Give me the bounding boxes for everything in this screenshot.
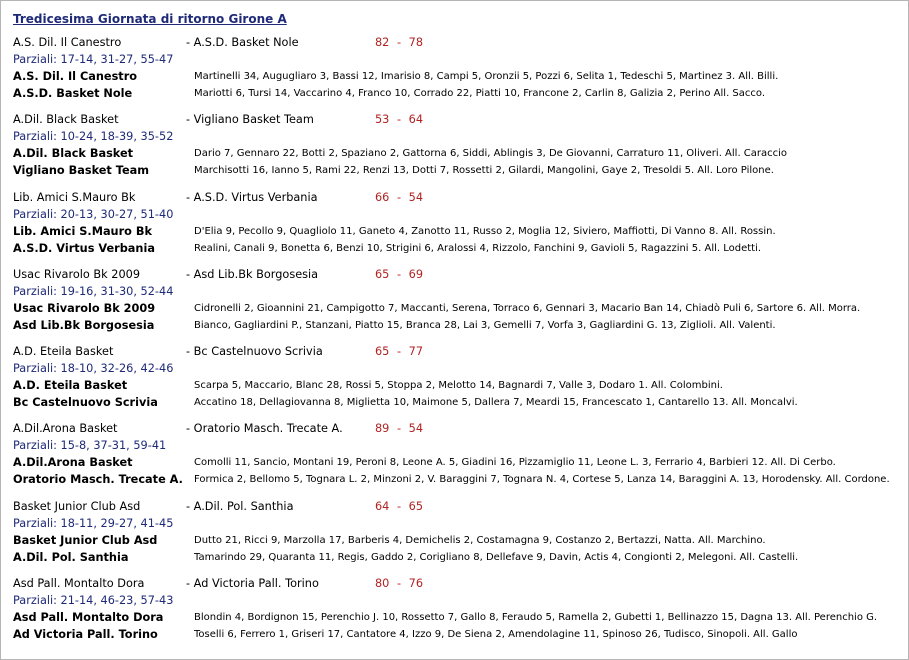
- game-block: [13, 576, 903, 648]
- home-scorers-row: [13, 378, 903, 393]
- game-block: [13, 499, 903, 571]
- away-scorers: Bianco, Gagliardini P., Stanzani, Piatto 15, Branca 28, Lai 3, Gemelli 7, Vorfa 3, Gagliardini G. 13, Ziglioli. All. Valenti.: [194, 320, 776, 331]
- final-score: 82 - 78: [375, 36, 424, 49]
- away-team-label: A.S.D. Basket Nole: [193, 36, 299, 49]
- away-scorers: Marchisotti 16, Ianno 5, Rami 22, Renzi 13, Dotti 7, Rossetti 2, Gilardi, Mangolini, Gaye 2, Tresoldi 5. All. Loro Pilone.: [194, 165, 774, 176]
- home-team-label: A.D. Eteila Basket: [13, 379, 128, 392]
- home-team-name: A.D. Eteila Basket: [13, 345, 114, 358]
- home-team-label: Lib. Amici S.Mauro Bk: [13, 225, 152, 238]
- home-scorers: Dutto 21, Ricci 9, Marzolla 17, Barberis 4, Demichelis 2, Costamagna 9, Costanzo 2, Bertazzi, Natta. All. Marchino.: [194, 535, 766, 546]
- away-team-label: Ad Victoria Pall. Torino: [193, 577, 319, 590]
- away-scorers: Mariotti 6, Tursi 14, Vaccarino 4, Franco 10, Corrado 22, Piatti 10, Francone 2, Carlin 8, Galizia 2, Perino All. Sacco.: [194, 88, 766, 99]
- home-team-name: A.Dil.Arona Basket: [13, 422, 118, 435]
- away-team-label: Vigliano Basket Team: [13, 164, 150, 177]
- game-block: [13, 190, 903, 262]
- away-team-label: Ad Victoria Pall. Torino: [13, 628, 158, 641]
- partial-scores: Parziali: 17-14, 31-27, 55-47: [13, 53, 174, 66]
- partial-scores: Parziali: 10-24, 18-39, 35-52: [13, 130, 174, 143]
- away-team-label: Asd Lib.Bk Borgosesia: [193, 268, 319, 281]
- away-team-label: A.Dil. Pol. Santhia: [193, 500, 294, 513]
- away-team-label: A.Dil. Pol. Santhia: [13, 551, 129, 564]
- away-team-label: Bc Castelnuovo Scrivia: [13, 396, 158, 409]
- partial-scores: Parziali: 19-16, 31-30, 52-44: [13, 285, 174, 298]
- home-scorers-row: [13, 224, 903, 239]
- away-scorers-row: [13, 241, 903, 256]
- home-team-label: A.Dil.Arona Basket: [13, 456, 133, 469]
- game-block: [13, 421, 903, 493]
- home-team-label: Basket Junior Club Asd: [13, 534, 158, 547]
- home-scorers-row: [13, 146, 903, 161]
- home-team-label: Asd Pall. Montalto Dora: [13, 611, 164, 624]
- home-team-name: A.Dil. Black Basket: [13, 113, 119, 126]
- away-team-name: - Bc Castelnuovo Scrivia: [186, 345, 323, 358]
- away-team-label: Oratorio Masch. Trecate A.: [193, 422, 343, 435]
- final-score: 65 - 77: [375, 345, 424, 358]
- home-team-name: A.S. Dil. Il Canestro: [13, 36, 122, 49]
- home-team-label: A.S. Dil. Il Canestro: [13, 70, 138, 83]
- home-scorers: Scarpa 5, Maccario, Blanc 28, Rossi 5, Stoppa 2, Melotto 14, Bagnardi 7, Valle 3, Dodaro 1. All. Colombini.: [194, 380, 723, 391]
- home-scorers: Comolli 11, Sancio, Montani 19, Peroni 8, Leone A. 5, Giadini 16, Pizzamiglio 11, Leone L. 3, Ferrario 4, Barbieri 12. All. Di Cerbo.: [194, 457, 836, 468]
- home-scorers-row: [13, 533, 903, 548]
- away-scorers-row: [13, 163, 903, 178]
- away-team-name: - A.S.D. Basket Nole: [186, 36, 299, 49]
- home-scorers: Dario 7, Gennaro 22, Botti 2, Spaziano 2, Gattorna 6, Siddi, Ablingis 3, De Giovanni, Carraturo 11, Oliveri. All. Caraccio: [194, 148, 788, 159]
- home-scorers-row: [13, 610, 903, 625]
- home-scorers: Blondin 4, Bordignon 15, Perenchio J. 10, Rossetto 7, Gallo 8, Feraudo 5, Ramella 2, Gubetti 1, Bellinazzo 15, Dagna 13. All. Perenchio G.: [194, 612, 878, 623]
- home-scorers: Martinelli 34, Augugliaro 3, Bassi 12, Imarisio 8, Campi 5, Oronzii 5, Pozzi 6, Selita 1, Tedeschi 5, Martinez 3. All. Billi.: [194, 71, 779, 82]
- final-score: 64 - 65: [375, 500, 424, 513]
- away-team-label: A.S.D. Virtus Verbania: [13, 242, 155, 255]
- away-scorers-row: [13, 395, 903, 410]
- home-team-name: Asd Pall. Montalto Dora: [13, 577, 145, 590]
- final-score: 89 - 54: [375, 422, 424, 435]
- away-scorers-row: [13, 627, 903, 642]
- away-team-label: Oratorio Masch. Trecate A.: [13, 473, 183, 486]
- home-team-name: Basket Junior Club Asd: [13, 500, 141, 513]
- away-team-label: A.S.D. Basket Nole: [13, 87, 133, 100]
- away-team-name: - A.S.D. Virtus Verbania: [186, 191, 318, 204]
- game-block: [13, 344, 903, 416]
- away-scorers-row: [13, 318, 903, 333]
- partial-scores: Parziali: 18-10, 32-26, 42-46: [13, 362, 174, 375]
- away-team-label: Bc Castelnuovo Scrivia: [193, 345, 323, 358]
- away-scorers-row: [13, 550, 903, 565]
- game-block: [13, 112, 903, 184]
- away-team-name: - Ad Victoria Pall. Torino: [186, 577, 319, 590]
- home-scorers-row: [13, 69, 903, 84]
- away-scorers: Toselli 6, Ferrero 1, Griseri 17, Cantatore 4, Izzo 9, De Siena 2, Amendolagine 11, Spinoso 26, Tudisco, Sinopoli. All. Gallo: [194, 629, 798, 640]
- home-scorers-row: [13, 301, 903, 316]
- home-team-name: Usac Rivarolo Bk 2009: [13, 268, 141, 281]
- away-team-label: Asd Lib.Bk Borgosesia: [13, 319, 155, 332]
- away-team-label: A.S.D. Virtus Verbania: [193, 191, 318, 204]
- game-block: [13, 267, 903, 339]
- away-team-label: Vigliano Basket Team: [193, 113, 314, 126]
- away-team-name: - Oratorio Masch. Trecate A.: [186, 422, 343, 435]
- game-block: [13, 35, 903, 107]
- final-score: 65 - 69: [375, 268, 424, 281]
- partial-scores: Parziali: 20-13, 30-27, 51-40: [13, 208, 174, 221]
- home-scorers: D'Elia 9, Pecollo 9, Quagliolo 11, Ganeto 4, Zanotto 11, Russo 2, Moglia 12, Siviero, Maffiotti, Di Vanno 8. All. Rossin.: [194, 226, 776, 237]
- home-team-label: Usac Rivarolo Bk 2009: [13, 302, 156, 315]
- home-scorers: Cidronelli 2, Gioannini 21, Campigotto 7, Maccanti, Serena, Torraco 6, Gennari 3, Macario Ban 14, Chiadò Puli 6, Sartore 6. All. Morra.: [194, 303, 861, 314]
- final-score: 80 - 76: [375, 577, 424, 590]
- away-team-name: - A.Dil. Pol. Santhia: [186, 500, 294, 513]
- away-team-name: - Asd Lib.Bk Borgosesia: [186, 268, 319, 281]
- final-score: 53 - 64: [375, 113, 424, 126]
- away-scorers: Accatino 18, Dellagiovanna 8, Miglietta 10, Maimone 5, Dallera 7, Meardi 15, Francescato 1, Cantarello 13. All. Moncalvi.: [194, 397, 798, 408]
- home-team-name: Lib. Amici S.Mauro Bk: [13, 191, 136, 204]
- partial-scores: Parziali: 21-14, 46-23, 57-43: [13, 594, 174, 607]
- away-scorers: Formica 2, Bellomo 5, Tognara L. 2, Minzoni 2, V. Baraggini 7, Tognara N. 4, Cortese 5, Lanza 14, Baraggini A. 13, Horodensky. All. Cordone.: [194, 474, 890, 485]
- home-team-label: A.Dil. Black Basket: [13, 147, 134, 160]
- partial-scores: Parziali: 18-11, 29-27, 41-45: [13, 517, 174, 530]
- away-scorers: Realini, Canali 9, Bonetta 6, Benzi 10, Strigini 6, Aralossi 4, Rizzolo, Fanchini 9, Gavioli 5, Ragazzini 5. All. Lodetti.: [194, 243, 762, 254]
- final-score: 66 - 54: [375, 191, 424, 204]
- away-scorers-row: [13, 472, 903, 487]
- away-scorers-row: [13, 86, 903, 101]
- away-team-name: - Vigliano Basket Team: [186, 113, 314, 126]
- partial-scores: Parziali: 15-8, 37-31, 59-41: [13, 439, 167, 452]
- away-scorers: Tamarindo 29, Quaranta 11, Regis, Gaddo 2, Corigliano 8, Dellefave 9, Davin, Actis 4, Congionti 2, Melegoni. All. Castelli.: [194, 552, 799, 563]
- home-scorers-row: [13, 455, 903, 470]
- page-title[interactable]: Tredicesima Giornata di ritorno Girone A: [13, 12, 287, 26]
